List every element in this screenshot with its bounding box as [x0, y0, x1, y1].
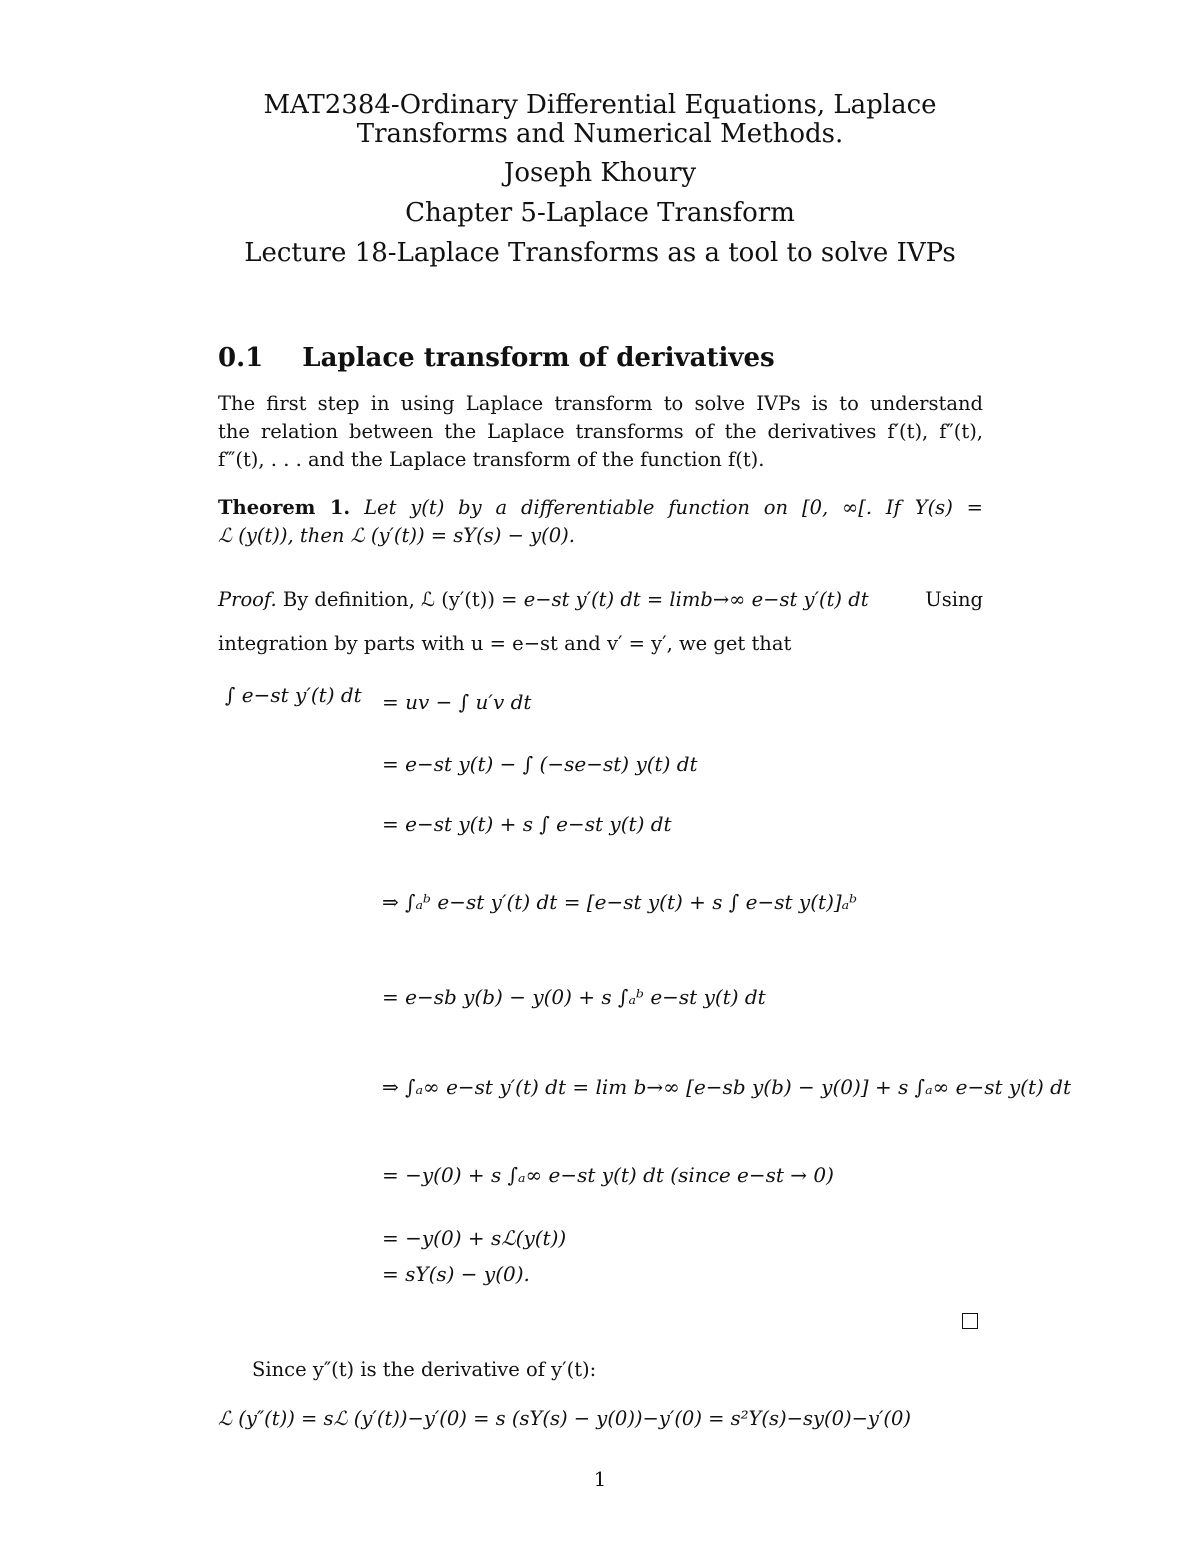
- intro-paragraph: [218, 390, 983, 474]
- page-number: 1: [593, 1467, 607, 1491]
- intro-line: f‴(t), . . . and the Laplace transform of the function f(t).: [218, 448, 765, 471]
- derivation-line: = e−st y(t) − ∫ (−se−st) y(t) dt: [382, 752, 698, 776]
- after-proof-text: Since y″(t) is the derivative of y′(t):: [252, 1358, 597, 1381]
- chapter-heading: Chapter 5-Laplace Transform: [405, 198, 795, 228]
- intro-line: The first step in using Laplace transform to solve IVPs is to understand: [218, 392, 983, 415]
- document-title-line2: Transforms and Numerical Methods.: [356, 119, 844, 149]
- intro-line: the relation between the Laplace transforms of the derivatives f′(t), f″(t),: [218, 420, 983, 443]
- derivation-line: = −y(0) + s ∫ₐ∞ e−st y(t) dt (since e−st → 0): [382, 1163, 834, 1187]
- lecture-heading: Lecture 18-Laplace Transforms as a tool to solve IVPs: [244, 238, 956, 268]
- theorem-block: [218, 494, 983, 550]
- derivation-line: = sY(s) − y(0).: [382, 1262, 530, 1286]
- author-name: Joseph Khoury: [503, 158, 697, 188]
- proof-text: By definition, ℒ (y′(t)) =: [282, 588, 518, 611]
- proof-line-2: integration by parts with u = e−st and v′ = y′, we get that: [218, 632, 792, 655]
- section-heading: [218, 343, 775, 373]
- proof-integral-1: e−st y′(t) dt = limb→∞: [523, 588, 746, 611]
- section-number: 0.1: [218, 343, 264, 373]
- derivation-line: ⇒ ∫ₐᵇ e−st y′(t) dt = [e−st y(t) + s ∫ e−st y(t)]ₐᵇ: [382, 890, 858, 914]
- derivation-line: = uv − ∫ u′v dt: [382, 690, 532, 714]
- derivation-line: ∫ e−st y′(t) dt: [225, 683, 362, 707]
- proof-integral-2: e−st y′(t) dt: [751, 588, 869, 611]
- proof-text: Using: [925, 588, 983, 611]
- qed-box-icon: [962, 1313, 978, 1329]
- second-derivative-formula: ℒ (y″(t)) = sℒ (y′(t))−y′(0) = s (sY(s) − y(0))−y′(0) = s²Y(s)−sy(0)−y′(0): [218, 1407, 911, 1430]
- proof-line-1: [218, 586, 983, 614]
- derivation-line: = e−st y(t) + s ∫ e−st y(t) dt: [382, 812, 672, 836]
- theorem-line: Let y(t) by a differentiable function on [0, ∞[. If Y(s) =: [364, 496, 983, 519]
- proof-label: Proof.: [218, 588, 277, 611]
- derivation-line: = e−sb y(b) − y(0) + s ∫ₐᵇ e−st y(t) dt: [382, 985, 766, 1009]
- theorem-line: ℒ (y(t)), then ℒ (y′(t)) = sY(s) − y(0).: [218, 524, 575, 547]
- section-title: Laplace transform of derivatives: [302, 343, 775, 373]
- derivation-line: = −y(0) + sℒ(y(t)): [382, 1226, 567, 1250]
- derivation-line: ⇒ ∫ₐ∞ e−st y′(t) dt = lim b→∞ [e−sb y(b) − y(0)] + s ∫ₐ∞ e−st y(t) dt: [382, 1075, 1072, 1099]
- theorem-label: Theorem 1.: [218, 496, 351, 519]
- document-title-line1: MAT2384-Ordinary Differential Equations, Laplace: [263, 90, 937, 120]
